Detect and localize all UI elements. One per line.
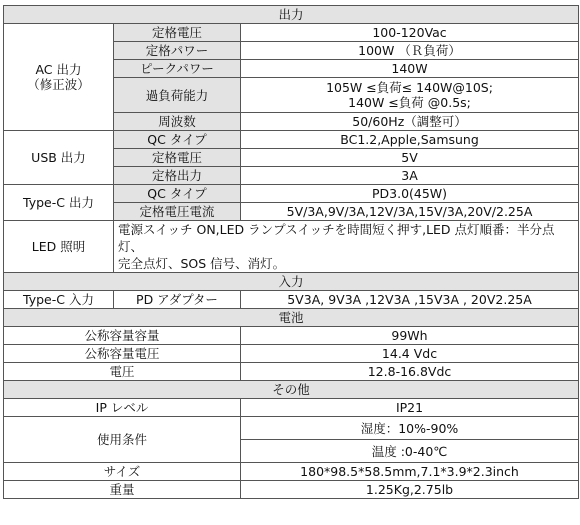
spec-row bbox=[4, 291, 579, 309]
led-light-group: LED 照明 bbox=[4, 221, 114, 273]
spec-row bbox=[4, 463, 579, 481]
spec-label: PD アダプター bbox=[114, 291, 241, 309]
spec-value-humidity: 湿度：10%-90% bbox=[241, 417, 579, 440]
spec-value: 1.25Kg,2.75lb bbox=[241, 481, 579, 499]
section-title: その他 bbox=[4, 381, 579, 399]
spec-row bbox=[4, 24, 579, 42]
spec-label: 電圧 bbox=[4, 363, 241, 381]
spec-row bbox=[4, 363, 579, 381]
spec-value: PD3.0(45W) bbox=[241, 185, 579, 203]
spec-value: 180*98.5*58.5mm,7.1*3.9*2.3inch bbox=[241, 463, 579, 481]
spec-value: BC1.2,Apple,Samsung bbox=[241, 131, 579, 149]
spec-value: 14.4 Vdc bbox=[241, 345, 579, 363]
spec-row bbox=[4, 399, 579, 417]
spec-value: 140W bbox=[241, 60, 579, 78]
spec-row bbox=[4, 417, 579, 440]
spec-value: 12.8-16.8Vdc bbox=[241, 363, 579, 381]
typec-output-group: Type-C 出力 bbox=[4, 185, 114, 221]
spec-label: QC タイプ bbox=[114, 185, 241, 203]
spec-label: QC タイプ bbox=[114, 131, 241, 149]
section-header-input bbox=[4, 273, 579, 291]
spec-value-temperature: 温度 :0-40℃ bbox=[241, 440, 579, 463]
section-title: 電池 bbox=[4, 309, 579, 327]
spec-row bbox=[4, 185, 579, 203]
spec-label: 公称容量電圧 bbox=[4, 345, 241, 363]
spec-value: 100-120Vac bbox=[241, 24, 579, 42]
spec-value: IP21 bbox=[241, 399, 579, 417]
spec-label: 過負荷能力 bbox=[114, 78, 241, 113]
spec-value: 5V3A, 9V3A ,12V3A ,15V3A , 20V2.25A bbox=[241, 291, 579, 309]
spec-label: 定格出力 bbox=[114, 167, 241, 185]
spec-row bbox=[4, 131, 579, 149]
spec-label: 公称容量容量 bbox=[4, 327, 241, 345]
spec-value: 5V bbox=[241, 149, 579, 167]
spec-value: 50/60Hz（調整可） bbox=[241, 113, 579, 131]
spec-row bbox=[4, 327, 579, 345]
spec-label: 定格電圧 bbox=[114, 24, 241, 42]
section-title: 出力 bbox=[4, 6, 579, 24]
ac-output-group: AC 出力 （修正波） bbox=[4, 24, 114, 131]
spec-row bbox=[4, 221, 579, 273]
led-description: 電源スイッチ ON,LED ランプスイッチを時間短く押す,LED 点灯順番：半分点灯、 完全点灯、SOS 信号、消灯。 bbox=[114, 221, 579, 273]
spec-label: 定格電圧 bbox=[114, 149, 241, 167]
spec-label: ピークパワー bbox=[114, 60, 241, 78]
spec-label: 周波数 bbox=[114, 113, 241, 131]
spec-value: 5V/3A,9V/3A,12V/3A,15V/3A,20V/2.25A bbox=[241, 203, 579, 221]
spec-value: 105W ≤負荷≤ 140W@10S; 140W ≤負荷 @0.5s; bbox=[241, 78, 579, 113]
spec-label: 定格パワー bbox=[114, 42, 241, 60]
typec-input-group: Type-C 入力 bbox=[4, 291, 114, 309]
spec-row bbox=[4, 481, 579, 499]
section-title: 入力 bbox=[4, 273, 579, 291]
section-header-battery bbox=[4, 309, 579, 327]
spec-value: 100W （Ｒ負荷） bbox=[241, 42, 579, 60]
spec-label: サイズ bbox=[4, 463, 241, 481]
spec-value: 99Wh bbox=[241, 327, 579, 345]
usb-output-group: USB 出力 bbox=[4, 131, 114, 185]
spec-label: 重量 bbox=[4, 481, 241, 499]
section-header-output bbox=[4, 6, 579, 24]
spec-table bbox=[3, 5, 579, 499]
spec-label: IP レベル bbox=[4, 399, 241, 417]
spec-label: 定格電圧電流 bbox=[114, 203, 241, 221]
spec-label: 使用条件 bbox=[4, 417, 241, 463]
spec-value: 3A bbox=[241, 167, 579, 185]
spec-row bbox=[4, 345, 579, 363]
section-header-other bbox=[4, 381, 579, 399]
